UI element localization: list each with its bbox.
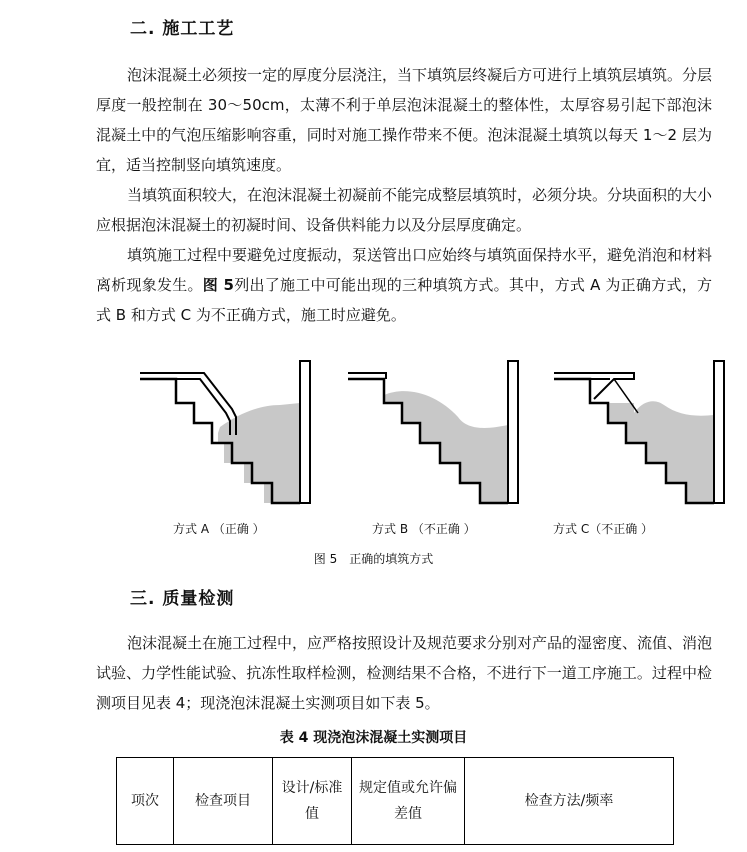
header-check-item: 检查项目 bbox=[174, 758, 273, 845]
header-check-method: 检查方法/频率 bbox=[465, 758, 674, 845]
diagram-method-b bbox=[348, 361, 518, 503]
caption-method-c: 方式 C（不正确 ） bbox=[553, 522, 654, 536]
diagram-method-c bbox=[554, 361, 724, 503]
table-caption: 表 4 现浇泡沫混凝土实测项目 bbox=[279, 730, 468, 746]
header-allowed-deviation: 规定值或允许偏差值 bbox=[352, 758, 465, 845]
para3-text-a: 填筑施工过程中要避免过度振动，泵送管出口应始终与填筑面保持水平，避免消泡和材料离析现象发生。 bbox=[96, 246, 713, 294]
diagram-method-a bbox=[140, 361, 310, 503]
paragraph-quality: 泡沫混凝土在施工过程中，应严格按照设计及规范要求分别对产品的湿密度、流值、消泡试验、力学性能试验、抗冻性取样检测，检测结果不合格，不进行下一道工序施工。过程中检测项目见表 4；现浇泡沫混凝土实测项目如下表 5。 bbox=[96, 634, 713, 712]
paragraph-blocking: 当填筑面积较大，在泡沫混凝土初凝前不能完成整层填筑时，必须分块。分块面积的大小应根据泡沫混凝土的初凝时间、设备供料能力以及分层厚度确定。 bbox=[96, 186, 713, 234]
figure-5-diagrams bbox=[130, 355, 730, 525]
caption-method-a: 方式 A （正确 ） bbox=[173, 522, 265, 536]
caption-method-b: 方式 B （不正确 ） bbox=[372, 522, 476, 536]
paragraph-filling bbox=[96, 240, 712, 330]
para3-text-c: 列出了施工中可能出现的三种填筑方式。其中，方式 A 为正确方式，方式 B 和方式 C 为不正确方式，施工时应避免。 bbox=[96, 276, 712, 324]
paragraph-layering: 泡沫混凝土必须按一定的厚度分层浇注，当下填筑层终凝后方可进行上填筑层填筑。分层厚度一般控制在 30～50cm，太薄不利于单层泡沫混凝土的整体性，太厚容易引起下部泡沫混凝土中的气泡压缩影响容重，同时对施工操作带来不便。泡沫混凝土填筑以每天 1～2 层为宜，适当控制竖向填筑速度。 bbox=[96, 66, 713, 174]
section-heading-construction: 二. 施工工艺 bbox=[130, 19, 235, 39]
inspection-table bbox=[116, 757, 674, 845]
header-design-value: 设计/标准值 bbox=[273, 758, 352, 845]
paragraph-block-2 bbox=[96, 628, 712, 718]
section-heading-quality: 三. 质量检测 bbox=[130, 589, 235, 609]
table-header-row bbox=[117, 758, 674, 845]
paragraph-block-1 bbox=[96, 60, 712, 330]
header-item-no: 项次 bbox=[117, 758, 174, 845]
figure-caption: 图 5 正确的填筑方式 bbox=[313, 552, 434, 566]
figure-reference: 图 5 bbox=[202, 276, 234, 294]
